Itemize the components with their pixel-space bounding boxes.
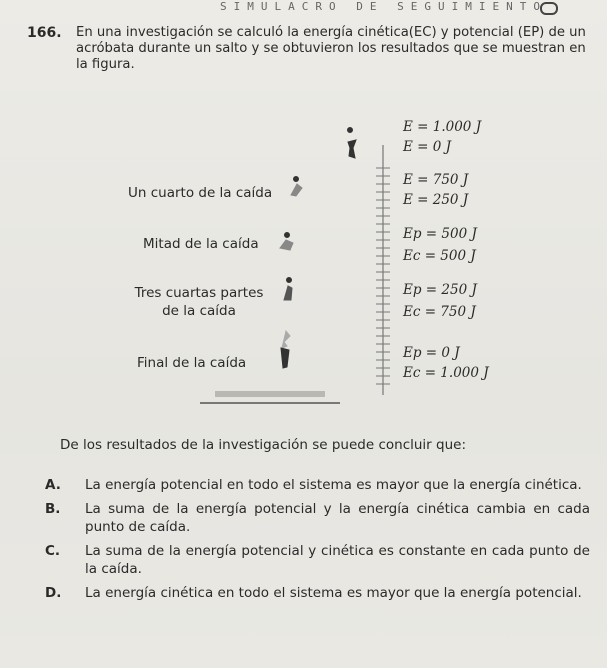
option-b[interactable] — [45, 500, 590, 536]
ep-half: Ep = 500 J — [403, 226, 477, 242]
ep-quarter: E = 750 J — [403, 172, 469, 188]
option-text: La energía cinética en todo el sistema es mayor que la energía potencial. — [85, 585, 582, 601]
option-text: La suma de la energía potencial y cinética es constante en cada punto de la caída. — [85, 543, 590, 577]
stage-label-three-quarters: Tres cuartas partes de la caída — [134, 285, 264, 319]
option-letter: A. — [45, 477, 61, 493]
option-letter: C. — [45, 543, 61, 559]
ec-top: E = 0 J — [403, 139, 452, 155]
header-title: SIMULACRO DE SEGUIMIENTO — [220, 0, 547, 13]
stage-label-half: Mitad de la caída — [143, 236, 259, 252]
ec-half: Ec = 500 J — [403, 248, 476, 264]
option-text: La energía potencial en todo el sistema es mayor que la energía cinética. — [85, 477, 582, 493]
ep-three-quarters: Ep = 250 J — [403, 282, 477, 298]
stage-label-quarter: Un cuarto de la caída — [128, 185, 273, 201]
option-letter: B. — [45, 501, 61, 517]
option-d[interactable] — [45, 584, 590, 602]
ec-quarter: E = 250 J — [403, 192, 469, 208]
logo-icon — [540, 2, 558, 15]
option-a[interactable] — [45, 476, 590, 494]
ec-final: Ec = 1.000 J — [403, 365, 489, 381]
ec-three-quarters: Ec = 750 J — [403, 304, 476, 320]
question-text: En una investigación se calculó la energía cinética(EC) y potencial (EP) de un acróbata durante un salto y se obtuvieron los resultados que se muestran en la figura. — [76, 25, 586, 72]
acrobat-figure — [0, 110, 607, 410]
option-c[interactable] — [45, 542, 590, 578]
question-number: 166. — [27, 25, 62, 41]
ep-final: Ep = 0 J — [403, 345, 460, 361]
stage-label-final: Final de la caída — [137, 355, 247, 371]
ground-shadow — [215, 391, 325, 397]
figure-drawing — [0, 110, 607, 410]
option-text: La suma de la energía potencial y la energía cinética cambia en cada punto de caída. — [85, 501, 590, 535]
acrobat-silhouettes — [280, 128, 356, 369]
conclusion-prompt: De los resultados de la investigación se puede concluir que: — [60, 437, 466, 453]
answer-options — [45, 476, 590, 608]
option-letter: D. — [45, 585, 62, 601]
ep-top: E = 1.000 J — [403, 119, 482, 135]
